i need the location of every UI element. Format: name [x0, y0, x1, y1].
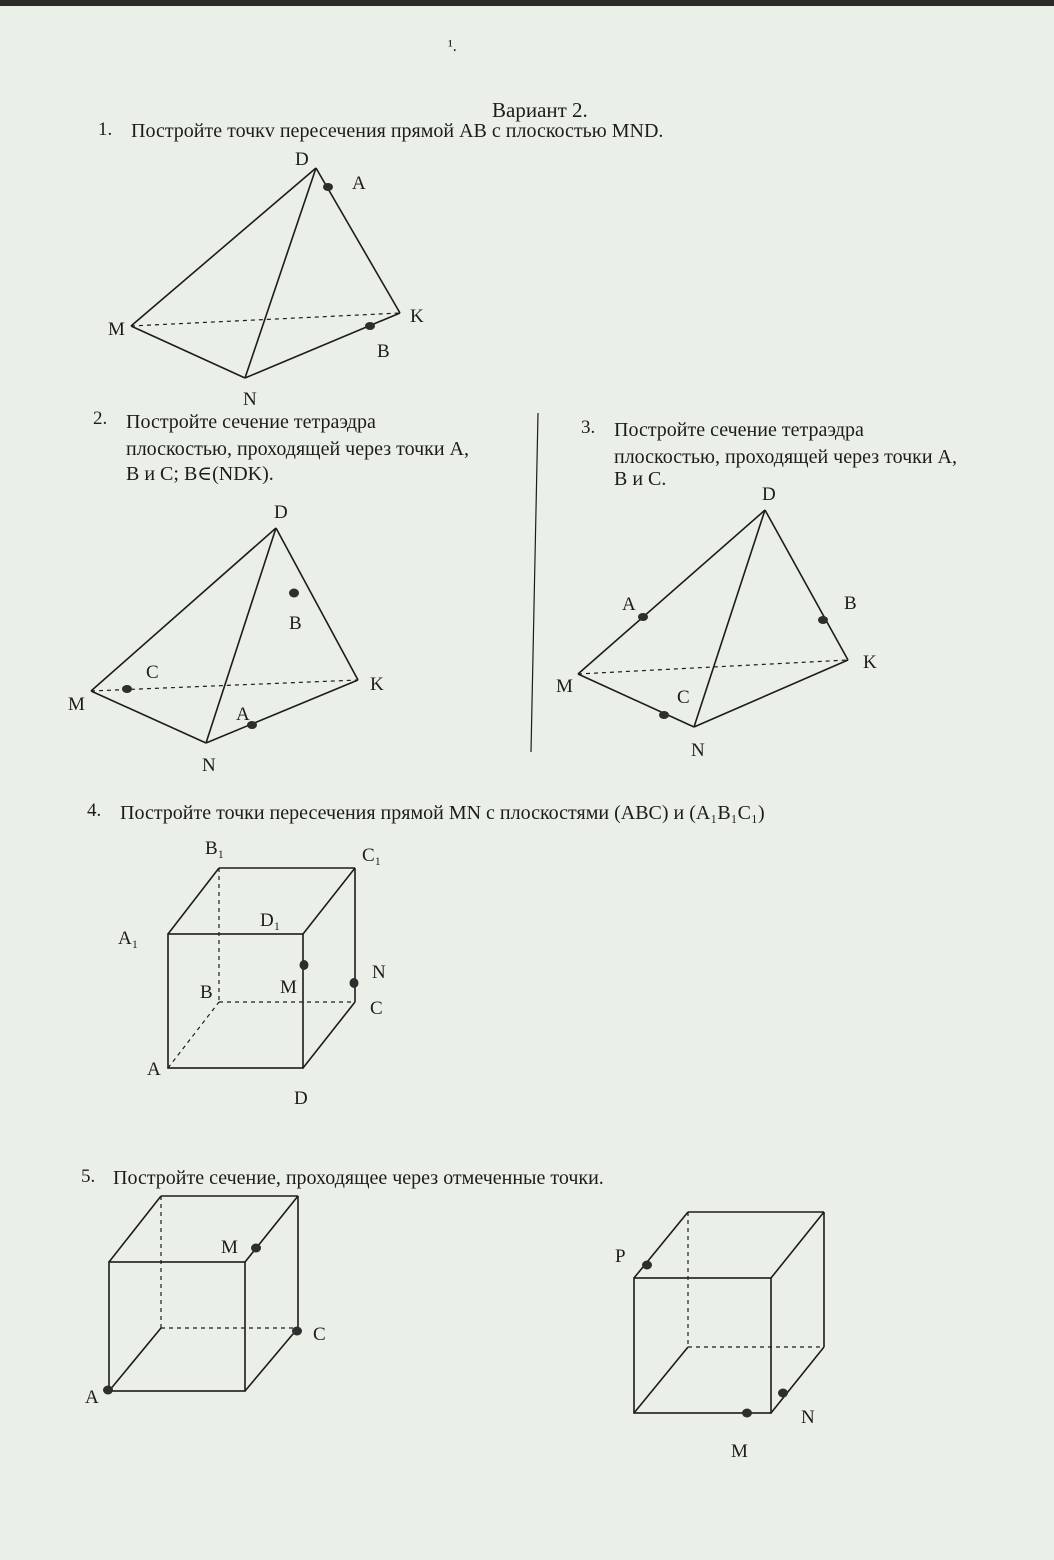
label-K: K	[863, 652, 877, 673]
edge-DN	[245, 168, 316, 378]
label-B: B	[200, 982, 213, 1003]
task-1-text: Постройте точкv пересечения прямой AB с плоскостью MND.	[131, 120, 664, 142]
scan-mark: ¹.	[448, 38, 457, 55]
figure-4-cube	[118, 838, 386, 1109]
label-M: M	[108, 319, 125, 340]
point-M	[300, 960, 309, 970]
edge-MD	[91, 528, 276, 691]
figure-1-tetrahedron	[108, 149, 424, 410]
label-D: D	[294, 1088, 308, 1109]
label-K: K	[370, 674, 384, 695]
point-N	[350, 978, 359, 988]
edge-MN	[131, 326, 245, 378]
label-C1: C₁	[362, 845, 382, 866]
point-B	[289, 589, 299, 598]
edge-top-right-back	[771, 1212, 824, 1278]
label-C: C	[370, 998, 383, 1019]
edge-A1-B1	[168, 868, 219, 934]
label-B: B	[844, 593, 857, 614]
edge-D1-C1	[303, 868, 355, 934]
front-face	[634, 1278, 771, 1413]
point-N	[778, 1389, 788, 1398]
task-3-line-1: Постройте сечение тетраэдра	[614, 419, 864, 441]
task-4-text: Постройте точки пересечения прямой MN с плоскостями (ABC) и (A₁B₁C₁)	[120, 802, 765, 824]
label-K: K	[410, 306, 424, 327]
label-N: N	[801, 1407, 815, 1428]
label-M: M	[68, 694, 85, 715]
label-D: D	[762, 484, 776, 505]
label-M: M	[731, 1441, 748, 1462]
edge-DK	[765, 510, 848, 660]
front-face	[109, 1262, 245, 1391]
point-A	[638, 613, 648, 621]
label-A1: A₁	[118, 928, 139, 949]
point-M	[251, 1244, 261, 1253]
task-5-text: Постройте сечение, проходящее через отмеченные точки.	[113, 1167, 604, 1189]
task-3-line-3: B и C.	[614, 468, 667, 490]
point-P	[642, 1261, 652, 1270]
label-A: A	[622, 594, 636, 615]
edge-top-left-back	[109, 1196, 161, 1262]
figure-2-tetrahedron	[68, 502, 384, 776]
label-C: C	[146, 662, 159, 683]
label-C: C	[313, 1324, 326, 1345]
edge-NK	[694, 660, 848, 727]
label-A: A	[85, 1387, 99, 1408]
edge-MN	[91, 691, 206, 743]
label-N: N	[243, 389, 257, 410]
label-C: C	[677, 687, 690, 708]
front-face	[168, 934, 303, 1068]
variant-title: Вариант 2.	[492, 98, 588, 122]
label-D: D	[295, 149, 309, 170]
edge-bottom-left-back	[634, 1347, 688, 1413]
point-M	[742, 1409, 752, 1418]
task-1-number: 1.	[98, 119, 113, 140]
label-D1: D₁	[260, 910, 281, 931]
task-2-line-2: плоскостью, проходящей через точки A,	[126, 438, 469, 460]
label-A: A	[236, 704, 250, 725]
edge-D-C	[303, 1002, 355, 1068]
edge-top-left-back	[634, 1212, 688, 1278]
edge-MD	[578, 510, 765, 674]
label-B: B	[289, 613, 302, 634]
figure-5a-cube	[85, 1196, 326, 1408]
edge-DN	[694, 510, 765, 727]
edge-MD	[131, 168, 316, 326]
label-B: B	[377, 341, 390, 362]
edge-bottom-right-back	[245, 1328, 298, 1391]
task-3-line-2: плоскостью, проходящей через точки A,	[614, 446, 957, 468]
task-2-line-3: B и C; B∈(NDK).	[126, 463, 274, 485]
task-2-line-1: Постройте сечение тетраэдра	[126, 411, 376, 433]
label-N: N	[202, 755, 216, 776]
label-A: A	[352, 173, 366, 194]
point-A	[323, 183, 333, 191]
edge-top-right-back	[245, 1196, 298, 1262]
edge-bottom-left-back	[109, 1328, 161, 1391]
edge-A-B-hidden	[168, 1002, 219, 1068]
edge-bottom-right-back	[771, 1347, 824, 1413]
task-4-number: 4.	[87, 800, 102, 821]
label-M: M	[221, 1237, 238, 1258]
point-C	[122, 685, 132, 693]
edge-DK	[276, 528, 358, 680]
point-B	[365, 322, 375, 330]
label-M: M	[280, 977, 297, 998]
label-D: D	[274, 502, 288, 523]
figure-5b-cube	[615, 1212, 824, 1462]
label-N: N	[691, 740, 705, 761]
task-2-number: 2.	[93, 408, 108, 429]
figure-3-tetrahedron	[556, 484, 877, 761]
column-divider	[531, 413, 538, 752]
task-3-number: 3.	[581, 417, 596, 438]
label-N: N	[372, 962, 386, 983]
point-B	[818, 616, 828, 624]
label-M: M	[556, 676, 573, 697]
point-C	[292, 1327, 302, 1336]
label-B1: B₁	[205, 838, 225, 859]
point-A	[103, 1386, 113, 1395]
task-5-number: 5.	[81, 1166, 96, 1187]
point-C	[659, 711, 669, 719]
label-P: P	[615, 1246, 626, 1267]
label-A: A	[147, 1059, 161, 1080]
edge-NK	[206, 680, 358, 743]
